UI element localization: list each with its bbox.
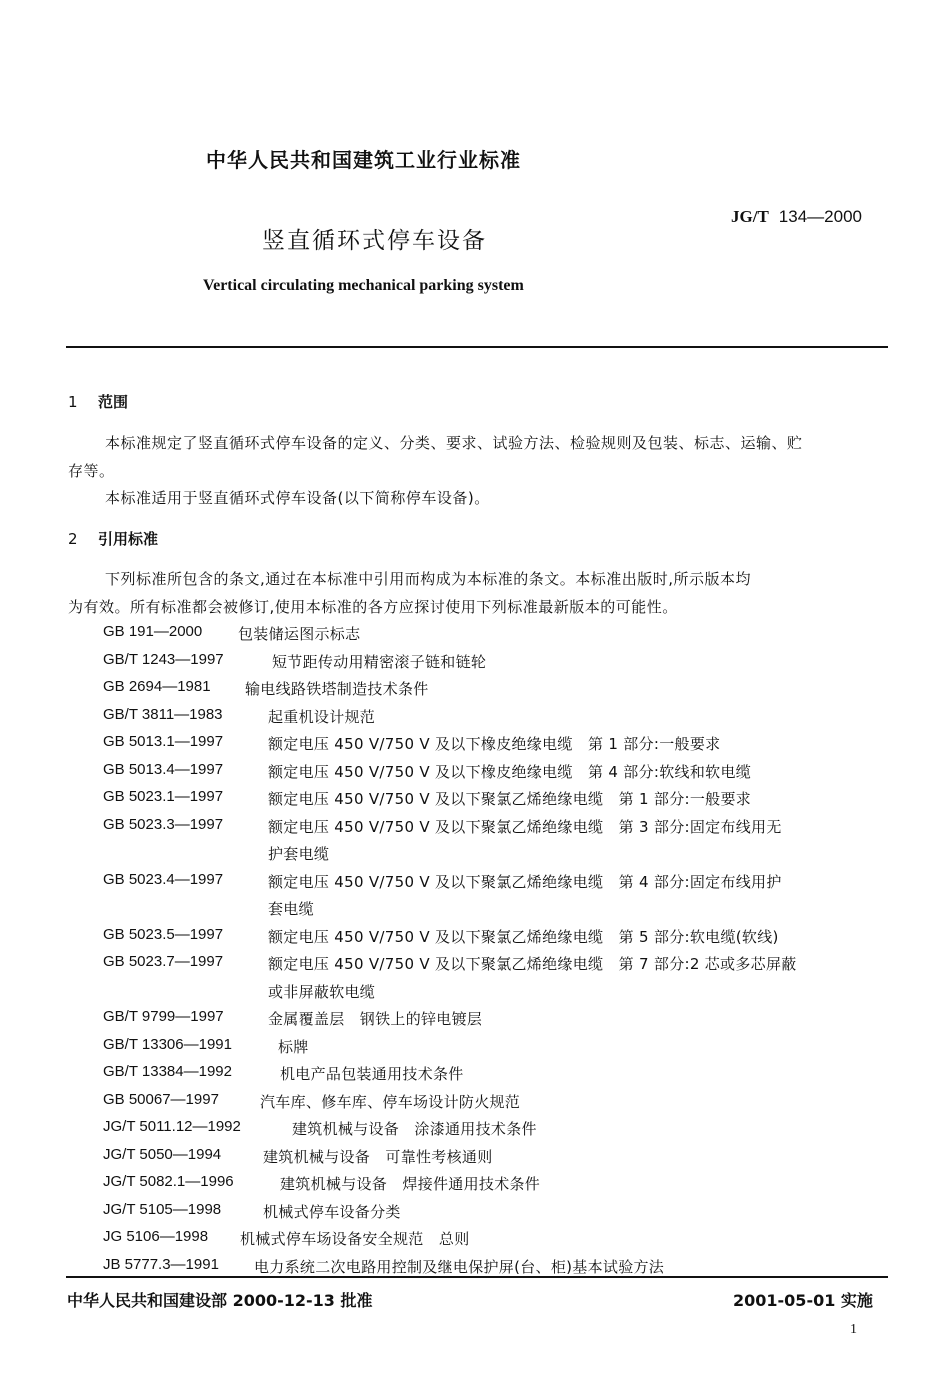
section-1-paragraph-2: 本标准适用于竖直循环式停车设备(以下简称停车设备)。	[105, 489, 490, 507]
reference-title: 额定电压 450 V/750 V 及以下聚氯乙烯绝缘电缆 第 5 部分:软电缆(软线)	[268, 927, 779, 946]
industry-standard-title: 中华人民共和国建筑工业行业标准	[206, 148, 521, 172]
standard-prefix: JG/T	[731, 207, 769, 226]
reference-title-continuation: 护套电缆	[268, 845, 330, 863]
reference-code: GB 5013.4—1997	[103, 760, 224, 778]
reference-title: 机电产品包装通用技术条件	[280, 1065, 464, 1083]
reference-code: JG/T 5011.12—1992	[103, 1118, 241, 1135]
reference-title-continuation: 套电缆	[268, 900, 314, 918]
section-1-paragraph-1-line-2: 存等。	[68, 462, 115, 480]
effective-date: 2001-05-01 实施	[733, 1291, 873, 1310]
reference-code: JB 5777.3—1991	[103, 1255, 219, 1273]
reference-code: GB/T 13384—1992	[103, 1063, 232, 1080]
reference-title: 短节距传动用精密滚子链和链轮	[272, 652, 487, 671]
reference-code: JG 5106—1998	[103, 1228, 209, 1245]
reference-title: 标牌	[278, 1037, 309, 1056]
reference-title: 额定电压 450 V/750 V 及以下聚氯乙烯绝缘电缆 第 3 部分:固定布线用无	[268, 817, 782, 836]
reference-title: 输电线路铁塔制造技术条件	[245, 680, 429, 698]
approval-statement: 中华人民共和国建设部 2000-12-13 批准	[67, 1291, 373, 1310]
reference-title: 额定电压 450 V/750 V 及以下橡皮绝缘电缆 第 1 部分:一般要求	[268, 735, 721, 753]
reference-code: GB 5023.5—1997	[103, 925, 224, 943]
reference-title: 额定电压 450 V/750 V 及以下聚氯乙烯绝缘电缆 第 7 部分:2 芯或多芯屏蔽	[268, 955, 797, 973]
reference-code: JG/T 5082.1—1996	[103, 1173, 234, 1190]
section-2-paragraph-line-1: 下列标准所包含的条文,通过在本标准中引用而构成为本标准的条文。本标准出版时,所示版本均	[105, 570, 752, 588]
reference-title: 建筑机械与设备 涂漆通用技术条件	[292, 1120, 537, 1138]
reference-title: 额定电压 450 V/750 V 及以下聚氯乙烯绝缘电缆 第 4 部分:固定布线用护	[268, 872, 782, 891]
reference-title: 建筑机械与设备 焊接件通用技术条件	[280, 1175, 541, 1193]
standard-number	[731, 207, 862, 227]
section-1-heading	[68, 391, 128, 412]
reference-title: 额定电压 450 V/750 V 及以下橡皮绝缘电缆 第 4 部分:软线和软电缆	[268, 762, 752, 781]
english-title: Vertical circulating mechanical parking system	[203, 277, 524, 294]
reference-code: GB 5013.1—1997	[103, 733, 224, 750]
footer-divider	[66, 1276, 888, 1278]
section-1-title: 范围	[98, 393, 129, 411]
reference-title: 起重机设计规范	[268, 707, 376, 726]
reference-code: GB/T 3811—1983	[103, 705, 223, 723]
reference-code: JG/T 5050—1994	[103, 1145, 222, 1163]
reference-code: GB/T 13306—1991	[103, 1035, 232, 1053]
reference-title: 建筑机械与设备 可靠性考核通则	[263, 1147, 493, 1166]
reference-code: GB 5023.1—1997	[103, 788, 224, 805]
standard-code: 134—2000	[778, 207, 862, 226]
header-divider	[66, 346, 888, 348]
reference-title: 额定电压 450 V/750 V 及以下聚氯乙烯绝缘电缆 第 1 部分:一般要求	[268, 790, 752, 808]
reference-code: GB 191—2000	[103, 623, 203, 640]
reference-code: GB/T 1243—1997	[103, 650, 224, 668]
section-1-number: 1	[68, 393, 78, 411]
reference-title: 电力系统二次电路用控制及继电保护屏(台、柜)基本试验方法	[254, 1257, 665, 1276]
reference-title: 机械式停车场设备安全规范 总则	[240, 1230, 470, 1248]
reference-title: 包装储运图示标志	[238, 625, 361, 643]
reference-title: 汽车库、修车库、停车场设计防火规范	[260, 1092, 521, 1111]
section-2-heading	[68, 528, 158, 549]
reference-title: 机械式停车设备分类	[263, 1202, 401, 1221]
reference-code: GB 5023.3—1997	[103, 815, 224, 833]
reference-title-continuation: 或非屏蔽软电缆	[268, 982, 376, 1001]
chinese-title: 竖直循环式停车设备	[262, 228, 487, 254]
reference-code: GB 2694—1981	[103, 678, 211, 695]
section-2-number: 2	[68, 530, 78, 548]
reference-code: JG/T 5105—1998	[103, 1200, 222, 1218]
reference-title: 金属覆盖层 钢铁上的锌电镀层	[268, 1010, 483, 1028]
reference-code: GB 5023.4—1997	[103, 870, 224, 888]
section-1-paragraph-1-line-1: 本标准规定了竖直循环式停车设备的定义、分类、要求、试验方法、检验规则及包装、标志、运输、贮	[105, 434, 803, 452]
section-2-title: 引用标准	[98, 530, 159, 548]
section-2-paragraph-line-2: 为有效。所有标准都会被修订,使用本标准的各方应探讨使用下列标准最新版本的可能性。	[68, 598, 678, 616]
page-number: 1	[850, 1322, 857, 1337]
reference-code: GB 50067—1997	[103, 1090, 219, 1108]
reference-code: GB 5023.7—1997	[103, 953, 224, 970]
reference-code: GB/T 9799—1997	[103, 1008, 224, 1025]
